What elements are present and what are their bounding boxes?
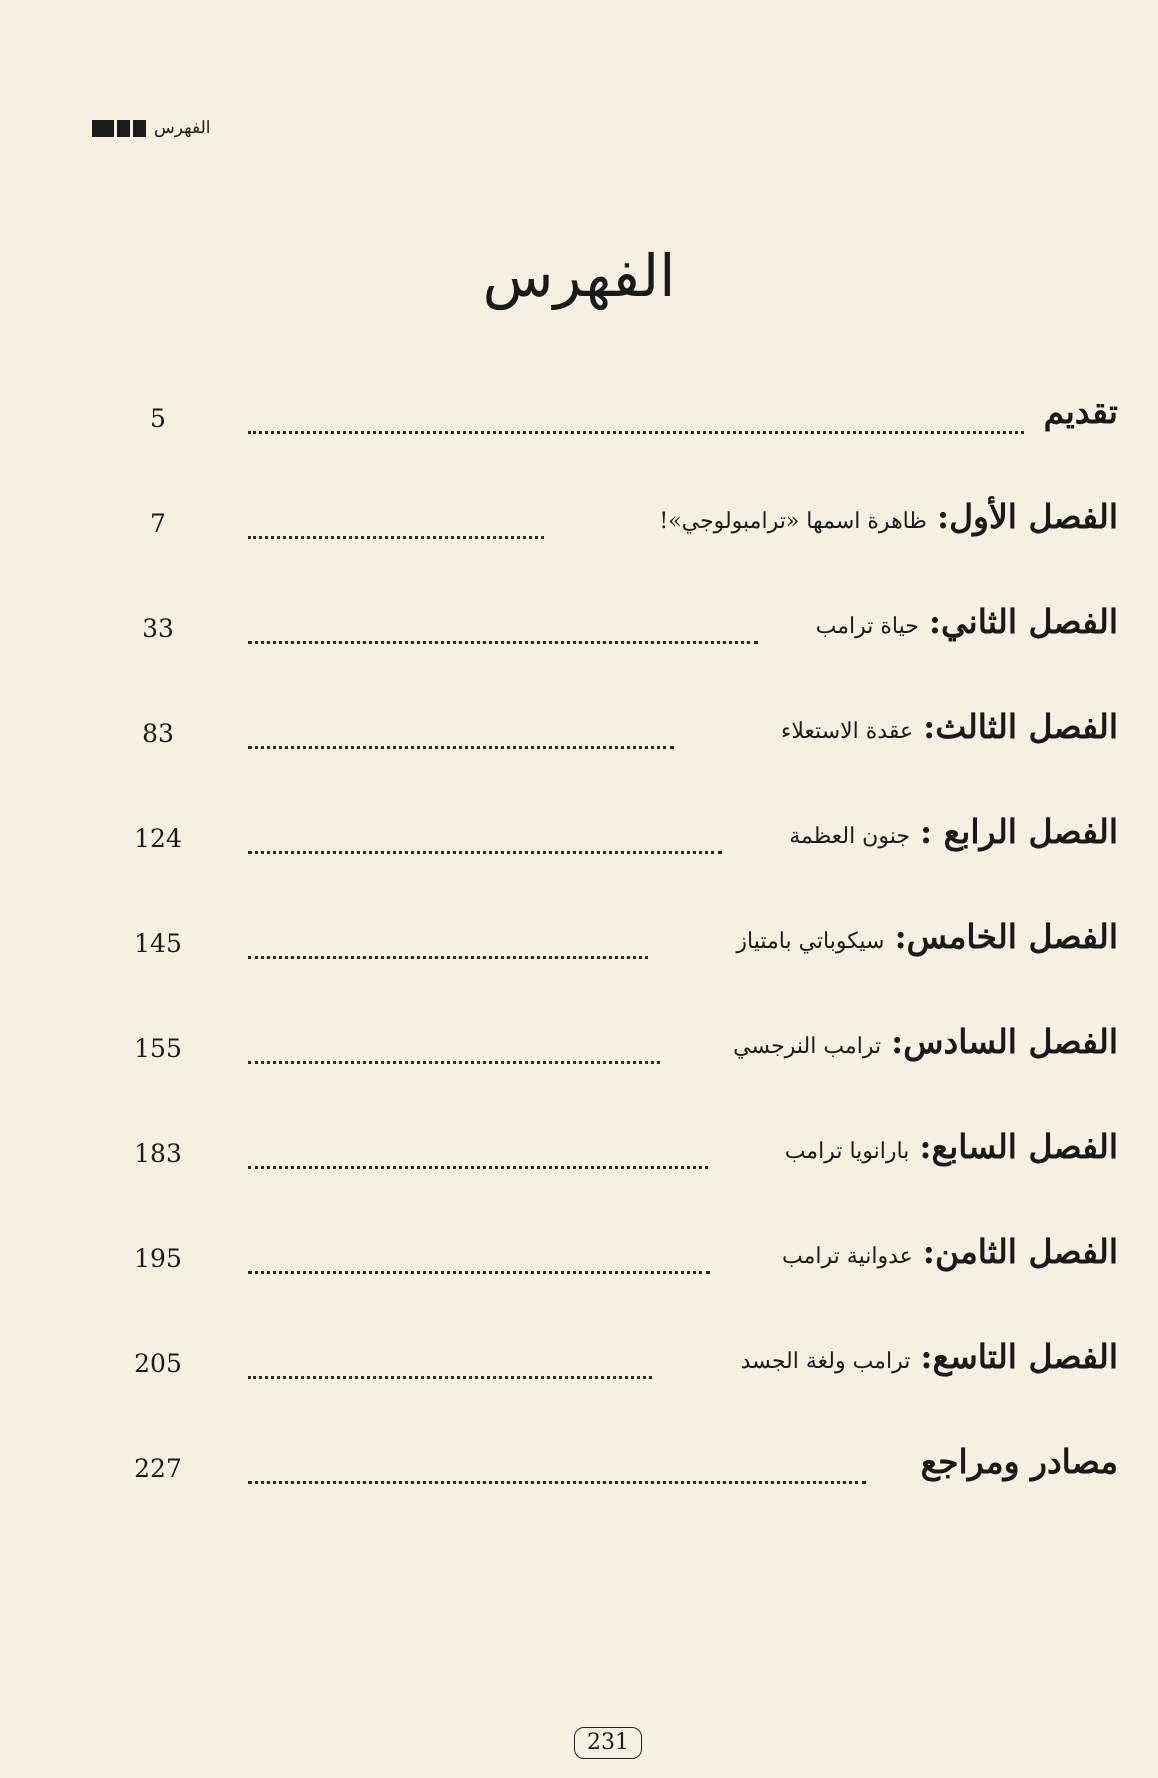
toc-entry-label: الفصل السادس: xyxy=(891,1022,1118,1061)
toc-leader-dots xyxy=(248,1481,866,1484)
toc-page-number: 5 xyxy=(150,404,166,433)
toc-leader-dots xyxy=(248,641,758,644)
toc-page-number: 145 xyxy=(134,929,182,958)
toc-page-number: 155 xyxy=(134,1034,182,1063)
toc-entry-label: الفصل الخامس: xyxy=(894,917,1118,956)
toc-leader-dots xyxy=(248,1166,708,1169)
toc-entry xyxy=(0,1022,1158,1082)
toc-page-number: 205 xyxy=(134,1349,182,1378)
toc-entry xyxy=(0,602,1158,662)
toc-page-number: 195 xyxy=(134,1244,182,1273)
toc-entry xyxy=(0,392,1158,452)
toc-entry-subtitle: حياة ترامب xyxy=(815,614,919,639)
table-of-contents xyxy=(0,392,1158,1512)
toc-leader-dots xyxy=(248,1271,710,1274)
toc-entry-subtitle: ظاهرة اسمها «ترامبولوجي»! xyxy=(659,509,927,534)
toc-leader-dots xyxy=(248,1061,660,1064)
toc-entry xyxy=(0,1442,1158,1502)
running-header xyxy=(92,118,210,138)
toc-entry xyxy=(0,1232,1158,1292)
toc-entry xyxy=(0,707,1158,767)
toc-entry-subtitle: ترامب ولغة الجسد xyxy=(740,1349,911,1374)
toc-entry-label: تقديم xyxy=(1043,392,1118,431)
toc-entry-label: الفصل الأول: xyxy=(936,497,1118,536)
toc-entry xyxy=(0,917,1158,977)
toc-entry-label: الفصل الثالث: xyxy=(923,707,1118,746)
toc-entry xyxy=(0,497,1158,557)
toc-entry-label: الفصل الثاني: xyxy=(928,602,1118,641)
page-title: الفهرس xyxy=(482,242,676,310)
toc-entry xyxy=(0,1127,1158,1187)
toc-entry-label: مصادر ومراجع xyxy=(920,1442,1118,1481)
toc-entry-subtitle: عقدة الاستعلاء xyxy=(780,719,914,744)
toc-entry-label: الفصل الثامن: xyxy=(922,1232,1118,1271)
toc-entry-subtitle: عدوانية ترامب xyxy=(782,1244,913,1269)
toc-page-number: 7 xyxy=(150,509,166,538)
toc-entry-subtitle: سيكوباتي بامتياز xyxy=(736,929,885,954)
running-header-title: الفهرس xyxy=(154,118,211,138)
toc-entry-subtitle: ترامب النرجسي xyxy=(733,1034,882,1059)
header-blocks-decoration xyxy=(92,120,146,137)
toc-leader-dots xyxy=(248,746,674,749)
toc-page-number: 124 xyxy=(134,824,182,853)
toc-entry xyxy=(0,812,1158,872)
toc-leader-dots xyxy=(248,536,544,539)
toc-leader-dots xyxy=(248,956,648,959)
toc-leader-dots xyxy=(248,431,1024,434)
toc-entry-label: الفصل الرابع : xyxy=(919,812,1118,851)
toc-entry-subtitle: جنون العظمة xyxy=(789,824,910,849)
toc-leader-dots xyxy=(248,851,722,854)
toc-entry-label: الفصل السابع: xyxy=(919,1127,1118,1166)
toc-entry-subtitle: بارانويا ترامب xyxy=(784,1139,910,1164)
toc-page-number: 83 xyxy=(142,719,174,748)
toc-leader-dots xyxy=(248,1376,652,1379)
toc-entry xyxy=(0,1337,1158,1397)
toc-page-number: 183 xyxy=(134,1139,182,1168)
toc-page-number: 33 xyxy=(142,614,174,643)
toc-entry-label: الفصل التاسع: xyxy=(920,1337,1118,1376)
toc-page-number: 227 xyxy=(134,1454,182,1483)
page-number: 231 xyxy=(574,1727,642,1759)
